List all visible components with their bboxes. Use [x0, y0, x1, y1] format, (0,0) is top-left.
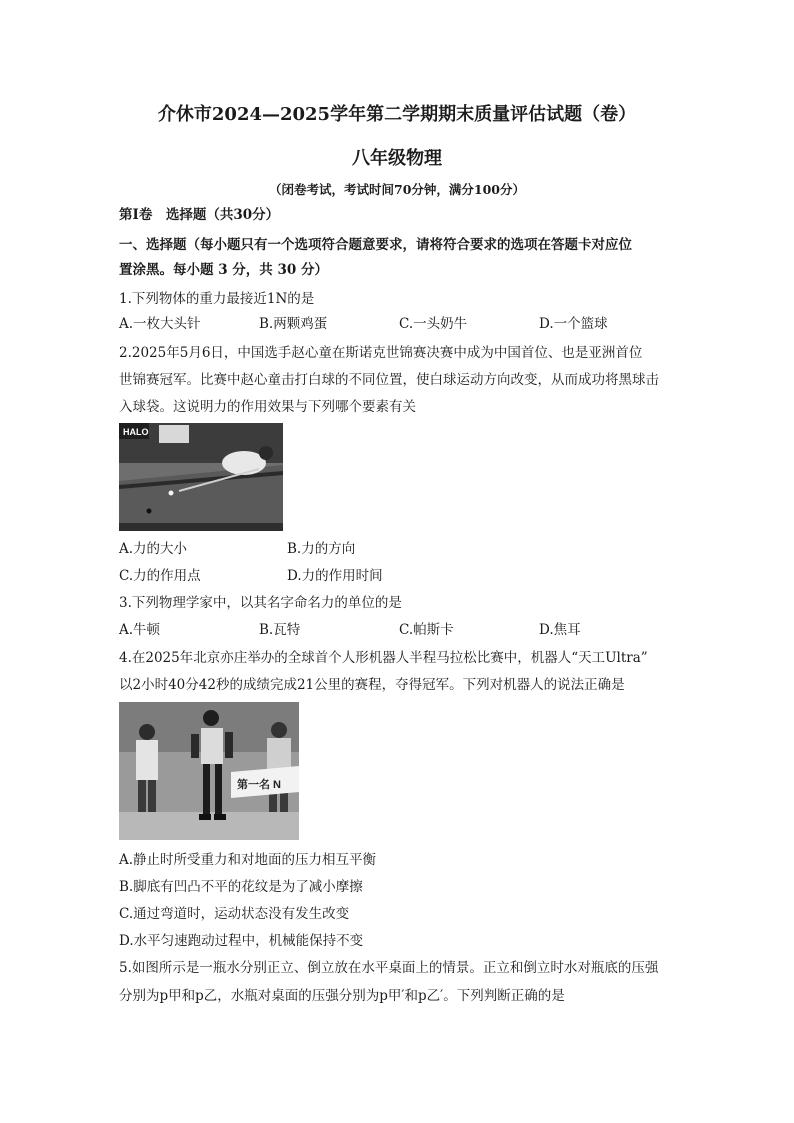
- q4-option-a: A.静止时所受重力和对地面的压力相互平衡: [119, 852, 377, 868]
- section-instructions-line2: 置涂黑。每小题 3 分，共 30 分）: [119, 262, 328, 278]
- q2-option-b: B.力的方向: [287, 541, 356, 557]
- exam-title: 介休市2024—2025学年第二学期期末质量评估试题（卷）: [157, 104, 637, 125]
- exam-note: （闭卷考试，考试时间70分钟，满分100分）: [269, 182, 525, 197]
- q1-options: [119, 315, 679, 333]
- q1-option-a: A.一枚大头针: [119, 316, 201, 332]
- section-instructions-line1: 一、选择题（每小题只有一个选项符合题意要求，请将符合要求的选项在答题卡对应位: [119, 237, 632, 253]
- q3-option-b: B.瓦特: [259, 622, 301, 638]
- q1-option-c: C.一头奶牛: [399, 316, 468, 332]
- q4-stem-line1: 4.在2025年北京亦庄举办的全球首个人形机器人半程马拉松比赛中，机器人“天工Ultra”: [119, 650, 648, 666]
- halo-sign-text: HALO: [123, 427, 149, 437]
- q4-option-b: B.脚底有凹凸不平的花纹是为了减小摩擦: [119, 879, 363, 895]
- snooker-illustration: [119, 423, 283, 531]
- q3-option-a: A.牛顿: [119, 622, 161, 638]
- q4-stem-line2: 以2小时40分42秒的成绩完成21公里的赛程，夺得冠军。下列对机器人的说法正确是: [119, 677, 625, 693]
- finish-banner-text: 第一名 N: [237, 779, 281, 791]
- q1-option-d: D.一个篮球: [539, 316, 608, 332]
- exam-subject: 八年级物理: [352, 148, 442, 169]
- q4-option-d: D.水平匀速跑动过程中，机械能保持不变: [119, 933, 364, 949]
- q2-option-a: A.力的大小: [119, 541, 188, 557]
- q2-stem-line3: 入球袋。这说明力的作用效果与下列哪个要素有关: [119, 399, 416, 415]
- q3-stem: 3.下列物理学家中，以其名字命名力的单位的是: [119, 595, 402, 611]
- robot-marathon-photo: [119, 702, 299, 840]
- q2-options-row2: [119, 567, 679, 585]
- q2-options-row1: [119, 540, 679, 558]
- q1-stem: 1.下列物体的重力最接近1N的是: [119, 291, 315, 307]
- q2-stem-line2: 世锦赛冠军。比赛中赵心童击打白球的不同位置，使白球运动方向改变，从而成功将黑球击: [119, 372, 659, 388]
- q4-option-c: C.通过弯道时，运动状态没有发生改变: [119, 906, 350, 922]
- snooker-photo: [119, 423, 283, 531]
- part1-heading: 第Ⅰ卷 选择题（共30分）: [119, 207, 280, 223]
- q3-options: [119, 621, 679, 639]
- q3-option-d: D.焦耳: [539, 622, 581, 638]
- q1-option-b: B.两颗鸡蛋: [259, 316, 328, 332]
- q2-stem-line1: 2.2025年5月6日，中国选手赵心童在斯诺克世锦赛决赛中成为中国首位、也是亚洲首位: [119, 345, 643, 361]
- q3-option-c: C.帕斯卡: [399, 622, 454, 638]
- robot-marathon-illustration: [119, 702, 299, 840]
- q5-stem-line2: 分别为p甲和p乙，水瓶对桌面的压强分别为p甲′和p乙′。下列判断正确的是: [119, 988, 565, 1004]
- q5-stem-line1: 5.如图所示是一瓶水分别正立、倒立放在水平桌面上的情景。正立和倒立时水对瓶底的压强: [119, 960, 659, 976]
- q2-option-d: D.力的作用时间: [287, 568, 383, 584]
- q2-option-c: C.力的作用点: [119, 568, 201, 584]
